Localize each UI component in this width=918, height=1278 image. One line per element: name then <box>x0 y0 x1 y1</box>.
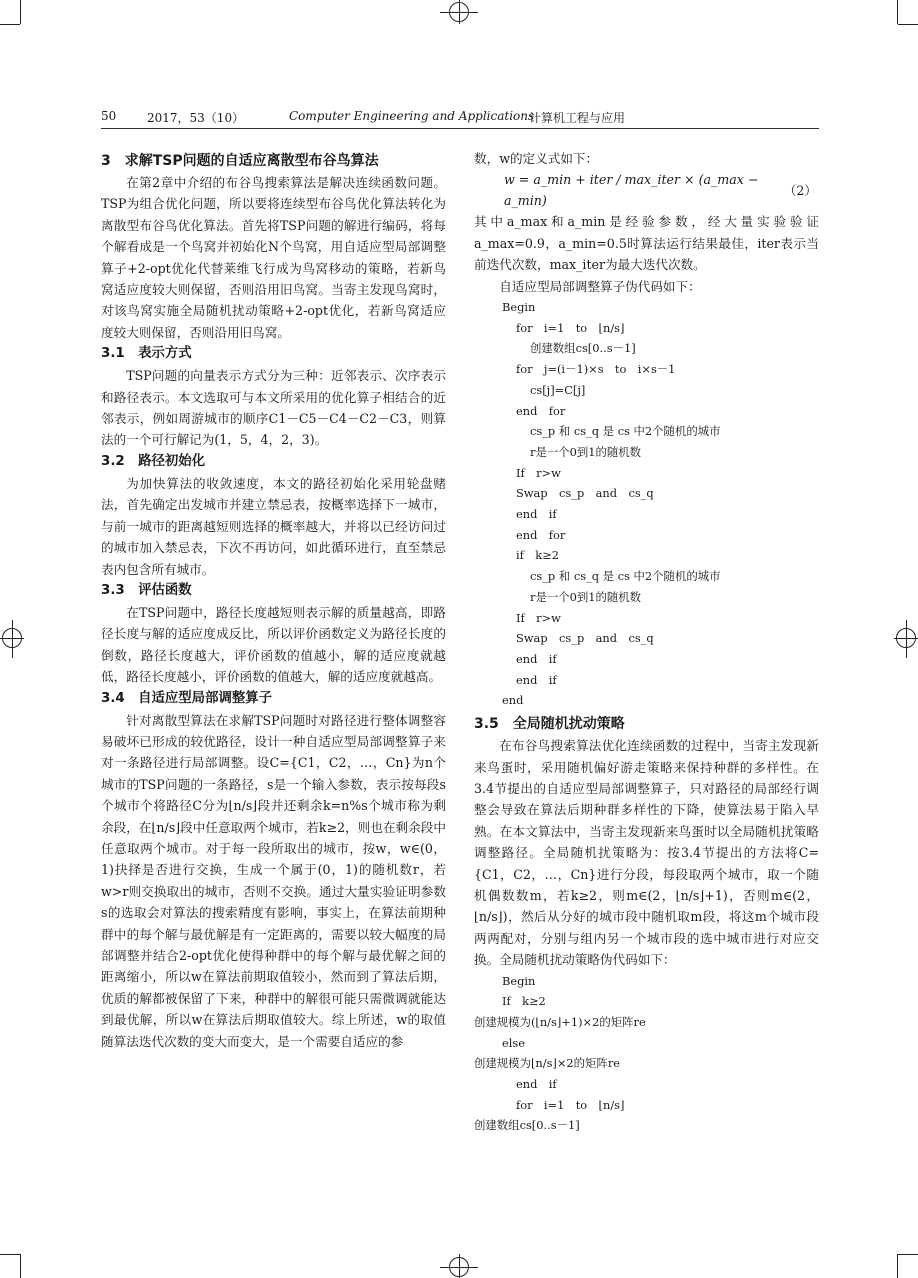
crop-mark <box>0 24 20 25</box>
running-header <box>101 109 631 129</box>
code-line: 创建规模为⌊n/s⌋×2的矩阵re <box>474 1056 621 1071</box>
code-line: If r>w <box>516 465 561 480</box>
crop-mark <box>20 1254 21 1278</box>
code-line: 创建数组cs[0..s－1] <box>474 1118 580 1133</box>
code-line: Swap cs_p and cs_q <box>516 486 654 501</box>
section-3-4-paragraph: 针对离散型算法在求解TSP问题时对路径进行整体调整容易破坏已形成的较优路径，设计一种自适应型局部调整算子来对一条路径进行局部调整。设C={C1，C2，…，Cn}为n个城市的TSP问题的一条路径，s是一个输入参数，表示按每段s个城市个将路径C分为⌊n/s⌋段并还剩余k=n%s个城市称为剩余段，在⌊n/s⌋段中任意取两个城市，若k≥2，则也在剩余段中任意取两个城市。对于每一段所取出的城市，按w，w∈(0，1)抉择是否进行交换，生成一个属于(0，1)的随机数r，若w>r则交换取出的城市，否则不交换。通过大量实验证明参数s的选取会对算法的搜索精度有影响，事实上，在算法前期种群中的每个解与最优解是有一定距离的，需要以较大幅度的局部调整并结合2-opt优化使得种群中的每个解与最优解之间的距离缩小，所以w在算法前期取值较小，然而到了算法后期，优质的解都被保留了下来，种群中的解很可能只需微调就能达到最优解，所以w在算法后期取值较大。综上所述，w的取值随算法迭代次数的变大而变大，是一个需要自适应的参 <box>101 712 446 1049</box>
code-line: end if <box>516 672 557 687</box>
equation-body: w = a_min + iter / max_iter × (a_max − a_min) <box>504 172 759 209</box>
registration-line <box>459 1254 460 1278</box>
code-line: cs[j]=C[j] <box>530 382 586 397</box>
pseudocode-1 <box>474 297 819 711</box>
code-line: If k≥2 <box>502 994 546 1009</box>
code-line: end <box>502 693 524 708</box>
code-line: if k≥2 <box>516 548 559 563</box>
crop-mark <box>0 1254 20 1255</box>
code-line: else <box>502 1035 525 1050</box>
registration-line <box>440 12 478 13</box>
section-3-4-heading: 3.4 自适应型局部调整算子 <box>101 690 273 706</box>
section-3-1-paragraph: TSP问题的向量表示方式分为三种：近邻表示、次序表示和路径表示。本文选取可与本文所采用的优化算子相结合的近邻表示，例如周游城市的顺序C1－C5－C4－C2－C3，则算法的一个可行解记为(1，5，4，2，3)。 <box>101 368 446 448</box>
crop-mark <box>897 0 898 24</box>
continued-text: 数，w的定义式如下： <box>474 151 599 166</box>
equation-explanation: 其中a_max和a_min是经验参数，经大量实验验证a_max=0.9，a_min=0.5时算法运行结果最佳，iter表示当前迭代次数，max_iter为最大迭代次数。 <box>474 214 819 273</box>
code-line: If r>w <box>516 610 561 625</box>
pseudocode-2 <box>474 971 819 1137</box>
section-3-1-heading: 3.1 表示方式 <box>101 346 192 362</box>
code-line: r是一个0到1的随机数 <box>530 444 642 459</box>
code-line: 创建数组cs[0..s－1] <box>530 341 636 356</box>
code-line: end if <box>516 507 557 522</box>
section-3-2-heading: 3.2 路径初始化 <box>101 453 206 469</box>
section-3-5-paragraph: 在布谷鸟搜索算法优化连续函数的过程中，当寄主发现新来鸟蛋时，采用随机偏好游走策略来保持种群的多样性。在3.4节提出的自适应型局部调整算子，只对路径的局部经行调整会导致在算法后期种群多样性的下降，使算法易于陷入早熟。在本文算法中，当寄主发现新来鸟蛋时以全局随机扰策略调整路径。全局随机扰策略为：按3.4节提出的方法将C={C1，C2，…，Cn}进行分段，每段取两个城市，取一个随机偶数数m，若k≥2，则m∈(2，⌊n/s⌋+1)，否则m∈(2，⌊n/s⌋)，然后从分好的城市段中随机取m段，将这m个城市段两两配对，分别与组内另一个城市段的选中城市进行对应交换。全局随机扰动策略伪代码如下： <box>474 738 819 968</box>
crop-mark <box>897 1254 898 1278</box>
code-line: r是一个0到1的随机数 <box>530 589 642 604</box>
code-line: for i=1 to ⌊n/s⌋ <box>516 320 625 335</box>
equation-number: （2） <box>783 182 817 198</box>
code-line: for j=(i－1)×s to i×s－1 <box>516 362 676 377</box>
section-3-paragraph: 在第2章中介绍的布谷鸟搜索算法是解决连续函数问题。TSP为组合优化问题，所以要将连续型布谷鸟优化算法转化为离散型布谷鸟优化算法。首先将TSP问题的解进行编码，将每个解看成是一个鸟窝并初始化N个鸟窝，用自适应型局部调整算子+2-opt优化代替莱维飞行成为鸟窝移动的策略，若新鸟窝适应度较大则保留，否则沿用旧鸟窝。当寄主发现鸟窝时，对该鸟窝实施全局随机扰动策略+2-opt优化，若新鸟窝适应度较大则保留，否则沿用旧鸟窝。 <box>101 175 446 340</box>
section-3-heading: 3 求解TSP问题的自适应离散型布谷鸟算法 <box>101 153 379 169</box>
code-line: cs_p 和 cs_q 是 cs 中2个随机的城市 <box>530 569 721 584</box>
section-3-3-paragraph: 在TSP问题中，路径长度越短则表示解的质量越高，即路径长度与解的适应度成反比，所以评价函数定义为路径长度的倒数，路径长度越大，评价函数的值越小，解的适应度就越低，路径长度越小，评价函数的值越大，解的适应度就越高。 <box>101 604 446 685</box>
crop-mark <box>898 1254 918 1255</box>
registration-line <box>440 1267 478 1268</box>
section-3-2-paragraph: 为加快算法的收敛速度，本文的路径初始化采用轮盘赌法，首先确定出发城市并建立禁忌表，按概率选择下一城市，与前一城市的距离越短则选择的概率越大，并将以已经访问过的城市加入禁忌表，下次不再访问，如此循环进行，直至禁忌表内包含所有城市。 <box>101 475 446 577</box>
journal-name-en: Computer Engineering and Applications <box>289 109 535 123</box>
code-line: end for <box>516 403 566 418</box>
section-3-5-heading: 3.5 全局随机扰动策略 <box>474 716 625 733</box>
code-line: Begin <box>502 300 536 315</box>
crop-mark <box>20 0 21 24</box>
code-line: 创建规模为(⌊n/s⌋+1)×2的矩阵re <box>474 1014 646 1029</box>
crop-mark <box>898 24 918 25</box>
code-line: Begin <box>502 973 536 988</box>
right-column <box>474 148 819 1136</box>
volume-issue: 2017，53（10） <box>147 111 245 125</box>
left-column <box>101 148 446 1052</box>
page-number: 50 <box>101 109 117 123</box>
code-line: end if <box>516 1077 557 1092</box>
code-line: for i=1 to ⌊n/s⌋ <box>516 1097 625 1112</box>
header-rule <box>101 128 819 129</box>
code-line: end if <box>516 651 557 666</box>
code-line: end for <box>516 527 566 542</box>
section-3-3-heading: 3.3 评估函数 <box>101 582 192 598</box>
equation-2 <box>474 169 819 211</box>
code-line: Swap cs_p and cs_q <box>516 631 654 646</box>
pseudocode-1-intro: 自适应型局部调整算子伪代码如下： <box>499 278 701 294</box>
registration-line <box>906 620 907 658</box>
registration-line <box>12 620 13 658</box>
journal-name-cn: 计算机工程与应用 <box>529 111 626 125</box>
code-line: cs_p 和 cs_q 是 cs 中2个随机的城市 <box>530 424 721 439</box>
